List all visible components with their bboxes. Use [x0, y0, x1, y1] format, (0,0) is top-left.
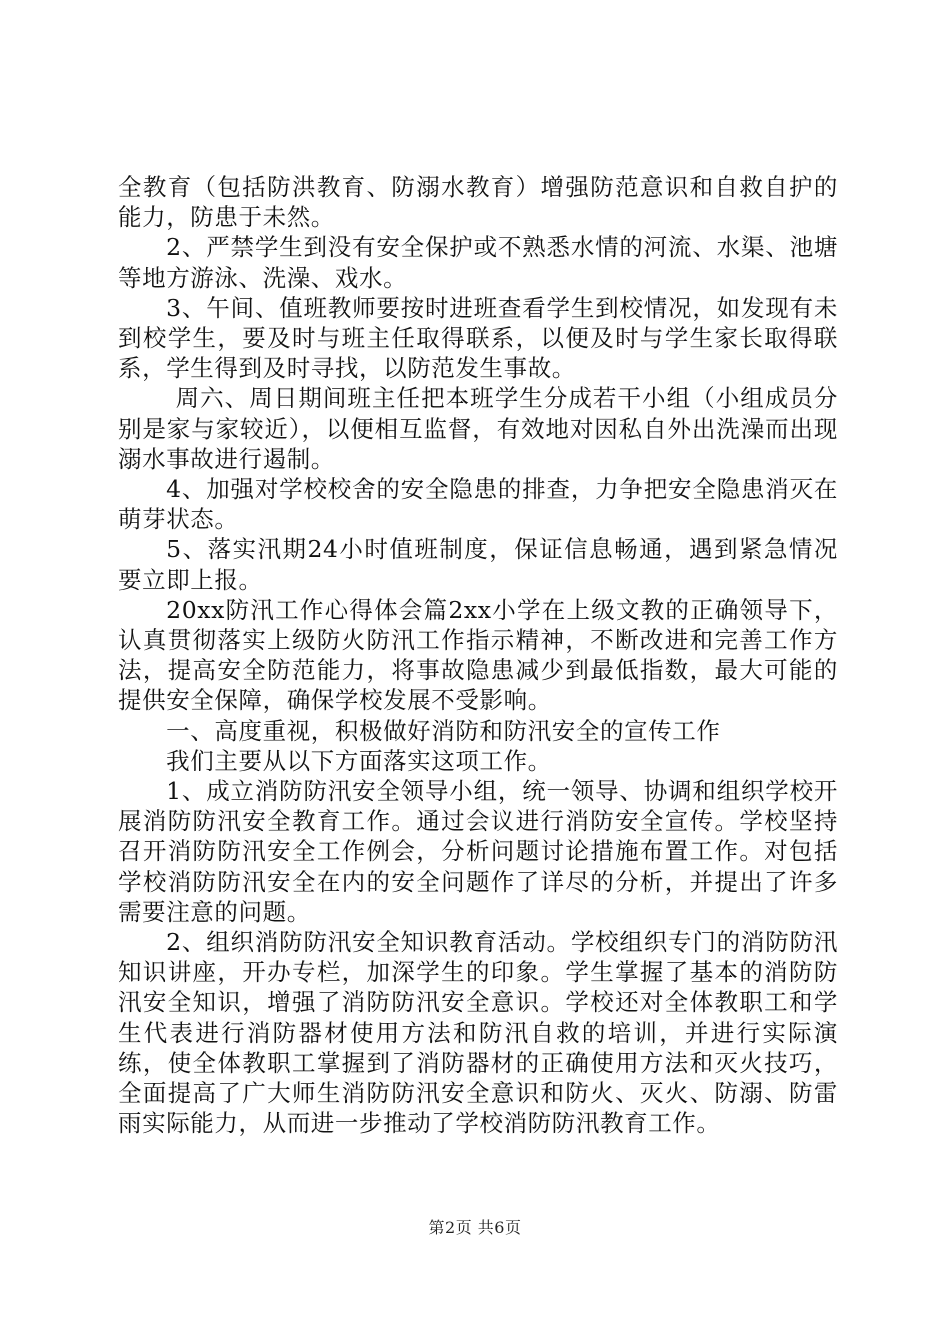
paragraph-item-3: 3、午间、值班教师要按时进班查看学生到校情况，如发现有未到校学生，要及时与班主任取得联系，以便及时与学生家长取得联系，学生得到及时寻找，以防范发生事故。	[118, 293, 838, 383]
paragraph-continuation: 全教育（包括防洪教育、防溺水教育）增强防范意识和自救自护的能力，防患于未然。	[118, 173, 838, 232]
paragraph-section-item-2: 2、组织消防防汛安全知识教育活动。学校组织专门的消防防汛知识讲座，开办专栏，加深学生的印象。学生掌握了基本的消防防汛安全知识，增强了消防防汛安全意识。学校还对全体教职工和学生代表进行消防器材使用方法和防汛自救的培训，并进行实际演练，使全体教职工掌握到了消防器材的正确使用方法和灭火技巧，全面提高了广大师生消防防汛安全意识和防火、灭火、防溺、防雷雨实际能力，从而进一步推动了学校消防防汛教育工作。	[118, 928, 838, 1138]
paragraph-item-2: 2、严禁学生到没有安全保护或不熟悉水情的河流、水渠、池塘等地方游泳、洗澡、戏水。	[118, 233, 838, 292]
section-heading-1: 一、高度重视，积极做好消防和防汛安全的宣传工作	[166, 716, 721, 745]
page-number-footer: 第2页 共6页	[428, 1218, 522, 1237]
paragraph-weekend-groups: 周六、周日期间班主任把本班学生分成若干小组（小组成员分别是家与家较近），以便相互监督，有效地对因私自外出洗澡而出现溺水事故进行遏制。	[118, 384, 838, 473]
paragraph-item-5: 5、落实汛期24小时值班制度，保证信息畅通，遇到紧急情况要立即上报。	[118, 535, 838, 594]
paragraph-section-intro: 我们主要从以下方面落实这项工作。	[166, 746, 552, 775]
document-body	[118, 172, 838, 1139]
paragraph-item-4: 4、加强对学校校舍的安全隐患的排查，力争把安全隐患消灭在萌芽状态。	[118, 475, 838, 534]
paragraph-article-2-intro: 20xx防汛工作心得体会篇2xx小学在上级文教的正确领导下，认真贯彻落实上级防火防汛工作指示精神，不断改进和完善工作方法，提高安全防范能力，将事故隐患减少到最低指数，最大可能的提供安全保障，确保学校发展不受影响。	[118, 595, 838, 715]
paragraph-section-item-1: 1、成立消防防汛安全领导小组，统一领导、协调和组织学校开展消防防汛安全教育工作。通过会议进行消防安全宣传。学校坚持召开消防防汛安全工作例会，分析问题讨论措施布置工作。对包括学校消防防汛安全在内的安全问题作了详尽的分析，并提出了许多需要注意的问题。	[118, 777, 838, 926]
